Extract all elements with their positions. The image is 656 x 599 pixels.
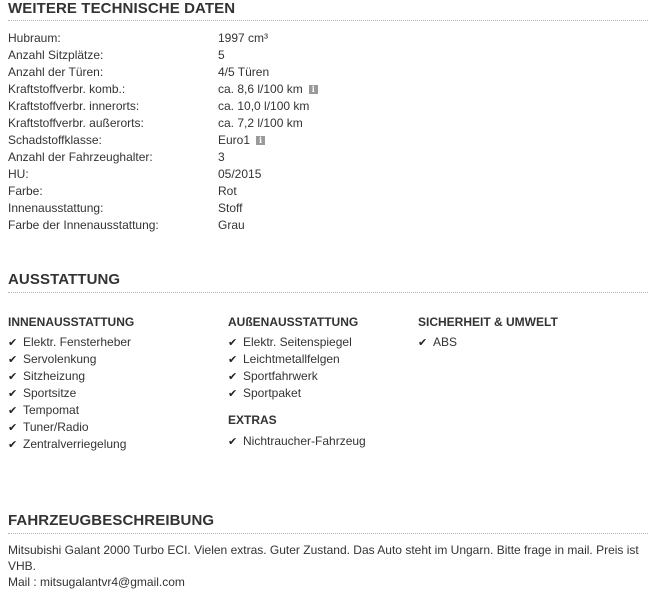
equipment-item-label: Servolenkung [23, 352, 97, 366]
checkmark-icon: ✔ [8, 438, 18, 451]
equipment-section-title: AUSSTATTUNG [8, 271, 121, 288]
tech-row-label: Kraftstoffverbr. komb.: [8, 82, 126, 96]
tech-row-value [218, 115, 303, 132]
tech-row-value-text: ca. 8,6 l/100 km [218, 82, 303, 96]
tech-row-value [218, 64, 269, 81]
description-mail: Mail : mitsugalantvr4@gmail.com [8, 575, 185, 589]
tech-row-value [218, 98, 309, 115]
tech-row-value-text: Rot [218, 184, 237, 198]
tech-row-label: Kraftstoffverbr. außerorts: [8, 116, 144, 130]
tech-row-value-text: Stoff [218, 201, 243, 215]
tech-row-value-text: 3 [218, 150, 225, 164]
equipment-item-label: Sportfahrwerk [243, 369, 318, 383]
equipment-item-label: ABS [433, 335, 458, 349]
equipment-item [228, 433, 366, 450]
tech-row-value-text: 4/5 Türen [218, 65, 270, 79]
equipment-item-label: Sitzheizung [23, 369, 86, 383]
equipment-item-label: Elektr. Fensterheber [23, 335, 132, 349]
description-section-title: FAHRZEUGBESCHREIBUNG [8, 512, 215, 529]
equipment-item-label: Tuner/Radio [23, 420, 89, 434]
equipment-item-label: Zentralverriegelung [23, 437, 127, 451]
checkmark-icon: ✔ [228, 435, 238, 448]
equipment-item [418, 334, 457, 351]
tech-row-label: Anzahl der Türen: [8, 65, 104, 79]
checkmark-icon: ✔ [8, 370, 18, 383]
equipment-item [228, 351, 340, 368]
info-icon[interactable]: i [309, 85, 318, 94]
tech-row-label: Farbe der Innenausstattung: [8, 218, 159, 232]
tech-row-value-text: Grau [218, 218, 245, 232]
equipment-section-divider [8, 292, 648, 293]
description-section-divider [8, 533, 648, 534]
tech-row-value-text: 5 [218, 48, 225, 62]
tech-row-value [218, 183, 237, 200]
equipment-item [8, 436, 126, 453]
equipment-item [228, 368, 318, 385]
tech-row-value-text: ca. 10,0 l/100 km [218, 99, 310, 113]
checkmark-icon: ✔ [228, 387, 238, 400]
checkmark-icon: ✔ [8, 387, 18, 400]
tech-row-label: Anzahl der Fahrzeughalter: [8, 150, 153, 164]
tech-row-value-text: 1997 cm³ [218, 31, 269, 45]
tech-row-value [218, 149, 225, 166]
equipment-item [8, 419, 89, 436]
tech-row-label: Kraftstoffverbr. innerorts: [8, 99, 140, 113]
checkmark-icon: ✔ [228, 353, 238, 366]
tech-row-value [218, 47, 225, 64]
equipment-item [8, 402, 79, 419]
info-icon[interactable]: i [256, 136, 265, 145]
tech-section-divider [8, 20, 648, 21]
equipment-item-label: Sportpaket [243, 386, 302, 400]
extras-column-title: EXTRAS [228, 413, 277, 427]
tech-row-value [218, 166, 261, 183]
equipment-item [8, 351, 96, 368]
equipment-item [8, 334, 131, 351]
checkmark-icon: ✔ [8, 404, 18, 417]
checkmark-icon: ✔ [8, 336, 18, 349]
checkmark-icon: ✔ [418, 336, 428, 349]
equipment-item [8, 385, 76, 402]
equipment-item [8, 368, 85, 385]
equipment-item [228, 334, 352, 351]
tech-row-label: HU: [8, 167, 29, 181]
tech-row-label: Anzahl Sitzplätze: [8, 48, 104, 62]
tech-row-value [218, 81, 318, 98]
tech-row-value [218, 200, 242, 217]
tech-row-value-text: 05/2015 [218, 167, 262, 181]
safety-column-title: SICHERHEIT & UMWELT [418, 315, 558, 329]
tech-row-label: Innenausstattung: [8, 201, 104, 215]
description-text: Mitsubishi Galant 2000 Turbo ECI. Vielen extras. Guter Zustand. Das Auto steht im Ungarn. Bitte frage in mail. Preis ist VHB. [8, 543, 639, 573]
tech-row-value [218, 217, 245, 234]
tech-section-title: WEITERE TECHNISCHE DATEN [8, 0, 236, 17]
interior-column-title: INNENAUSSTATTUNG [8, 315, 135, 329]
tech-row-value-text: ca. 7,2 l/100 km [218, 116, 303, 130]
equipment-item-label: Leichtmetallfelgen [243, 352, 340, 366]
tech-row-value-text: Euro1 [218, 133, 251, 147]
tech-row-value [218, 132, 265, 149]
tech-row-label: Schadstoffklasse: [8, 133, 102, 147]
checkmark-icon: ✔ [8, 421, 18, 434]
exterior-column-title: AUßENAUSSTATTUNG [228, 315, 359, 329]
equipment-item-label: Tempomat [23, 403, 80, 417]
equipment-item-label: Elektr. Seitenspiegel [243, 335, 352, 349]
checkmark-icon: ✔ [228, 336, 238, 349]
equipment-item [228, 385, 301, 402]
equipment-item-label: Nichtraucher-Fahrzeug [243, 434, 366, 448]
tech-row-value [218, 30, 268, 47]
tech-row-label: Farbe: [8, 184, 43, 198]
equipment-item-label: Sportsitze [23, 386, 77, 400]
checkmark-icon: ✔ [228, 370, 238, 383]
tech-row-label: Hubraum: [8, 31, 61, 45]
checkmark-icon: ✔ [8, 353, 18, 366]
